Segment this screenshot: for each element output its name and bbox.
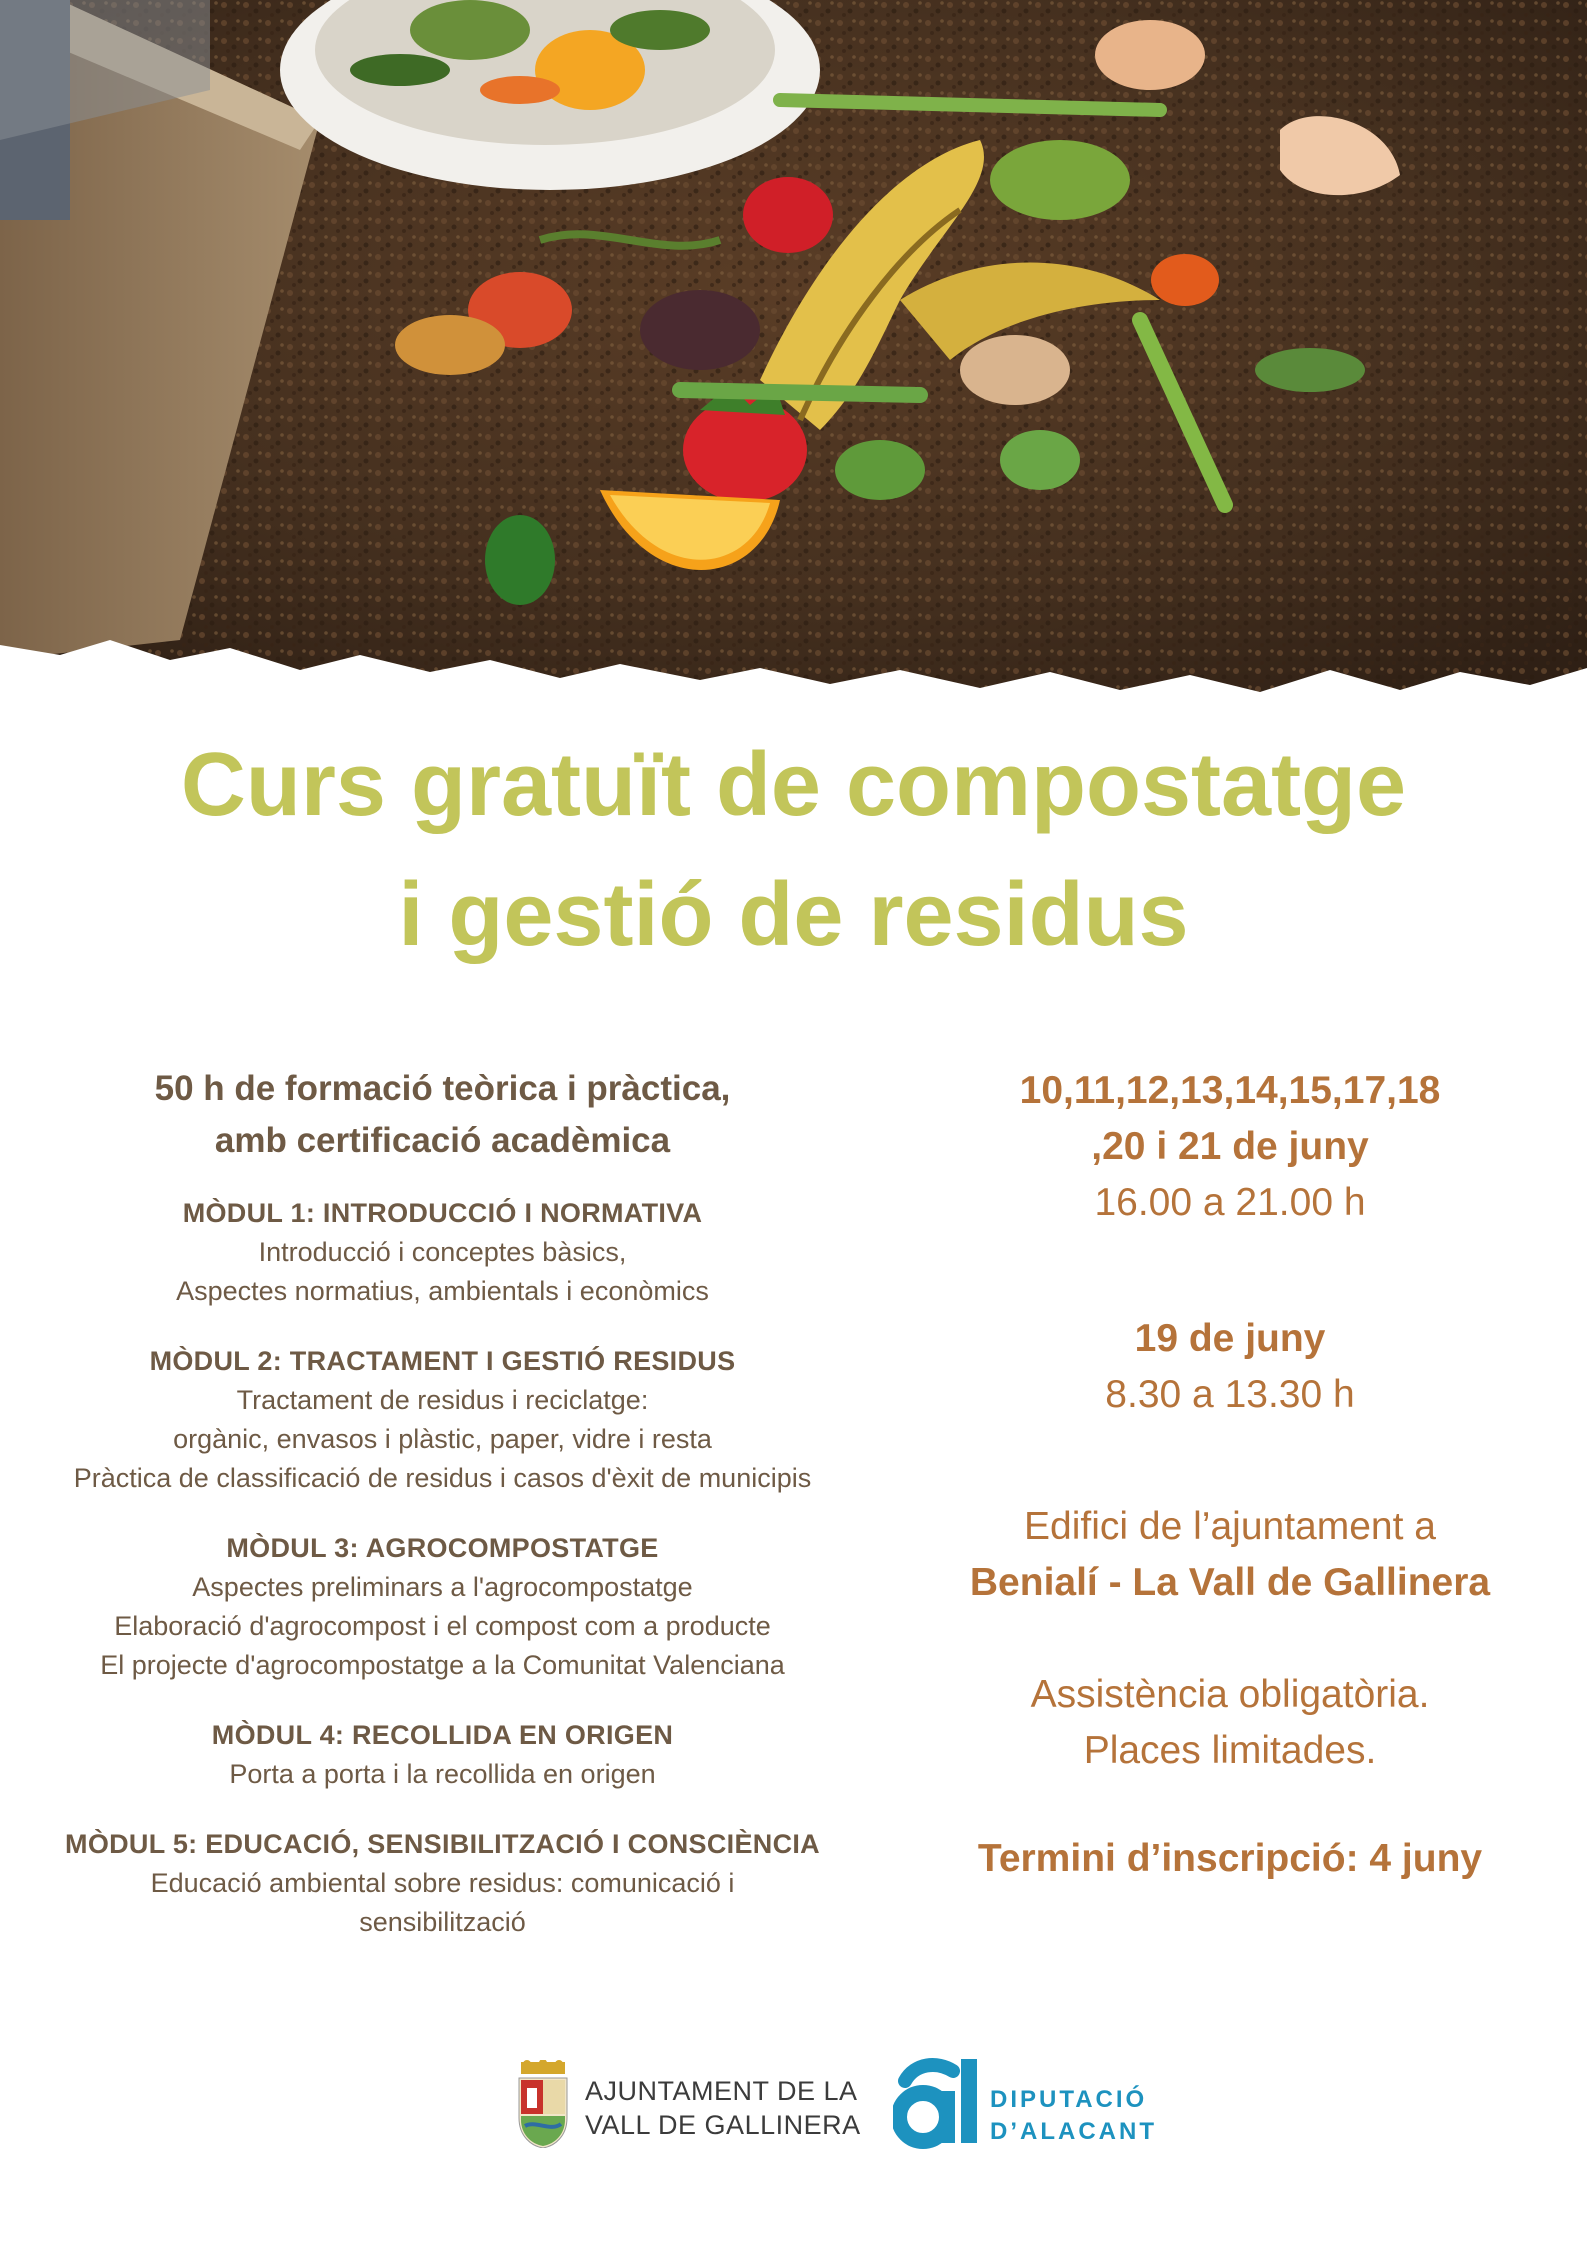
module-line: Pràctica de classificació de residus i casos d'èxit de municipis <box>73 1463 812 1493</box>
course-info <box>905 1063 1555 1887</box>
module-5 <box>30 1824 855 1942</box>
intro-line: amb certificació acadèmica <box>214 1121 671 1160</box>
module-4 <box>30 1715 855 1794</box>
course-intro <box>30 1063 855 1167</box>
module-title: MÒDUL 2: TRACTAMENT I GESTIÓ RESIDUS <box>149 1346 736 1376</box>
dates: 10,11,12,13,14,15,17,18 <box>1019 1069 1441 1112</box>
notice-line: Assistència obligatòria. <box>1030 1673 1430 1716</box>
coat-of-arms-icon <box>515 2060 571 2148</box>
diputacio-al-icon <box>893 2055 983 2155</box>
module-line: Introducció i conceptes bàsics, <box>258 1237 627 1267</box>
module-title: MÒDUL 5: EDUCACIÓ, SENSIBILITZACIÓ I CONSCIÈNCIA <box>65 1829 820 1859</box>
compost-photo <box>0 0 1587 720</box>
module-line: orgànic, envasos i plàstic, paper, vidre i resta <box>173 1424 712 1454</box>
module-line: El projecte d'agrocompostatge a la Comunitat Valenciana <box>100 1650 785 1680</box>
ajuntament-name: VALL DE GALLINERA <box>585 2110 861 2140</box>
module-line: Elaboració d'agrocompost i el compost com a producte <box>114 1611 771 1641</box>
ajuntament-name: AJUNTAMENT DE LA <box>585 2076 858 2106</box>
registration-deadline: Termini d’inscripció: 4 juny <box>977 1837 1483 1880</box>
special-time: 8.30 a 13.30 h <box>1105 1373 1355 1416</box>
module-line: Aspectes preliminars a l'agrocompostatge <box>192 1572 693 1602</box>
module-line: Educació ambiental sobre residus: comunicació i <box>150 1868 735 1898</box>
title-line-2: i gestió de residus <box>398 865 1189 965</box>
course-content <box>30 1063 855 1972</box>
venue-line: Edifici de l’ajuntament a <box>1024 1505 1436 1548</box>
module-line: Tractament de residus i reciclatge: <box>236 1385 649 1415</box>
diputacio-logo <box>893 2055 1157 2155</box>
module-title: MÒDUL 1: INTRODUCCIÓ I NORMATIVA <box>182 1198 703 1228</box>
venue-name: Benialí - La Vall de Gallinera <box>969 1561 1491 1604</box>
notice-line: Places limitades. <box>1083 1729 1377 1772</box>
module-title: MÒDUL 3: AGROCOMPOSTATGE <box>226 1533 659 1563</box>
intro-line: 50 h de formació teòrica i pràctica, <box>154 1069 731 1108</box>
module-line: Aspectes normatius, ambientals i econòmics <box>176 1276 709 1306</box>
module-line: Porta a porta i la recollida en origen <box>229 1759 656 1789</box>
diputacio-name: DIPUTACIÓ <box>990 2086 1148 2113</box>
module-title: MÒDUL 4: RECOLLIDA EN ORIGEN <box>211 1720 674 1750</box>
footer-logos <box>0 2055 1587 2165</box>
module-1 <box>30 1193 855 1311</box>
special-date: 19 de juny <box>1134 1317 1326 1360</box>
schedule-time: 16.00 a 21.00 h <box>1094 1181 1366 1224</box>
ajuntament-logo <box>515 2060 861 2150</box>
module-2 <box>30 1341 855 1498</box>
module-line: sensibilització <box>359 1907 526 1937</box>
dates: ,20 i 21 de juny <box>1091 1125 1369 1168</box>
page-title <box>0 720 1587 980</box>
module-3 <box>30 1528 855 1685</box>
diputacio-name: D’ALACANT <box>990 2118 1157 2145</box>
title-line-1: Curs gratuït de compostatge <box>180 735 1407 835</box>
hero-image <box>0 0 1587 720</box>
